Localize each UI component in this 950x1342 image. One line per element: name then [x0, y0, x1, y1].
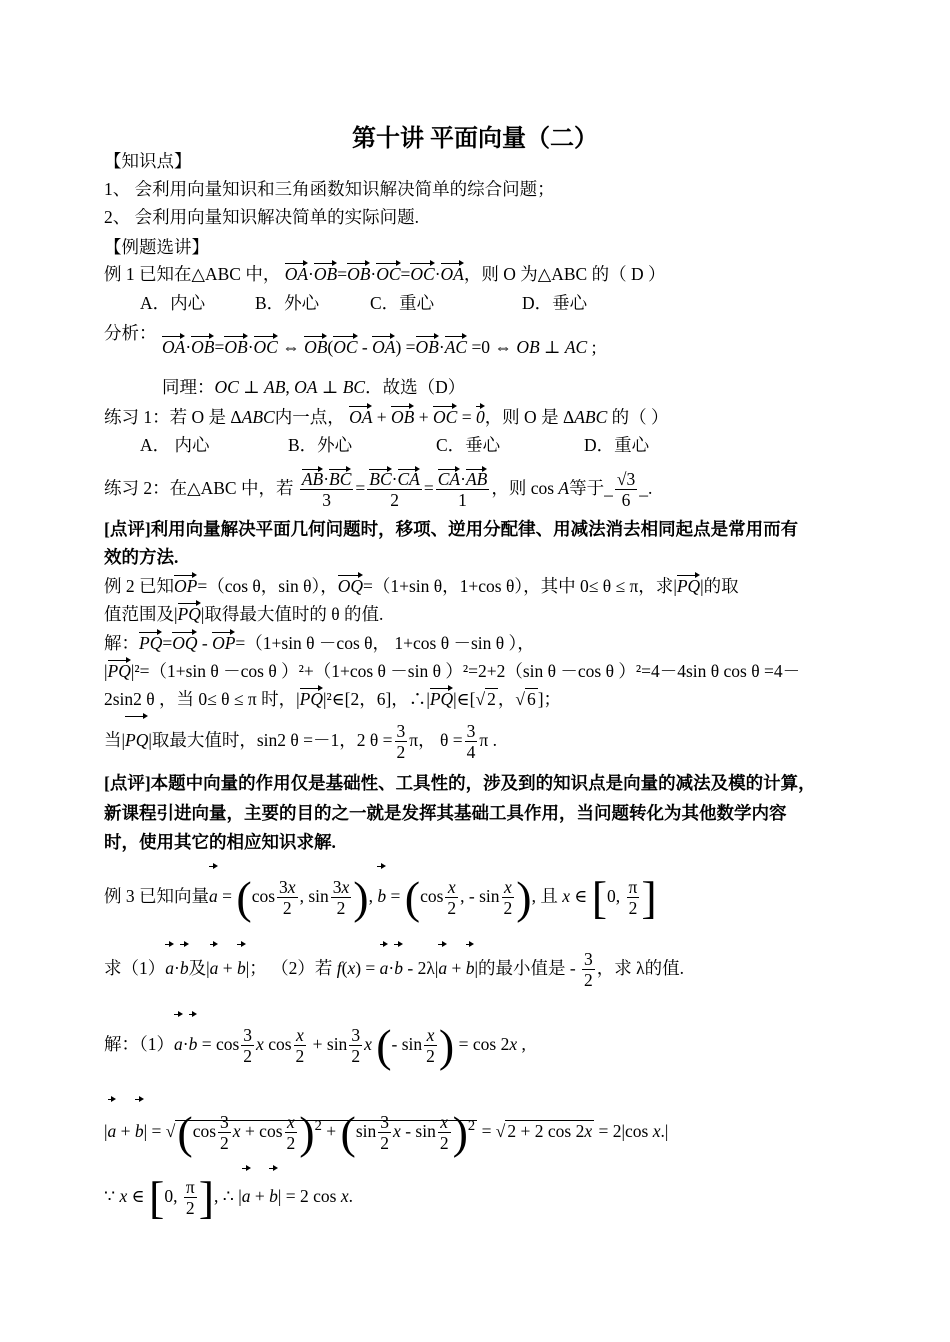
example-1-analysis: OA·OB=OB·OC ⇔ OB(OC - OA) =OB·AC =0 ⇔ OB ⊥ AC ; [162, 337, 597, 357]
example-2-solution-1: 解：PQ=OQ - OP=（1+sin θ －cos θ， 1+cos θ －sin θ ）， [104, 633, 535, 653]
comment-1-line-1: [点评]利用向量解决平面几何问题时，移项、逆用分配律、用减法消去相同起点是常用而有 [104, 519, 799, 539]
comment-2-line-2: 新课程引进向量，主要的目的之一就是发挥其基础工具作用，当问题转化为其他数学内容 [104, 803, 787, 823]
example-1-analysis-label: 分析： [104, 323, 157, 343]
example-2-solution-4: 当|PQ|取最大值时，sin2 θ =－1，2 θ = $\frac{3}{2}$ π， θ = $\frac{3}{4}$ π . [104, 716, 497, 764]
example-2-line-2: 值范围及|PQ|取得最大值时的 θ 的值. [104, 604, 384, 624]
page-title: 第十讲 平面向量（二） [352, 126, 598, 152]
examples-header: 【例题选讲】 [104, 237, 209, 257]
comment-2-line-1: [点评]本题中向量的作用仅是基础性、工具性的，涉及到的知识点是向量的减法及模的计算， [104, 773, 816, 793]
example-2-solution-3: 2sin2 θ ，当 0≤ θ ≤ π 时，|PQ|²∈[2，6]，∴|PQ|∈[√ 2 ，√ 6 ]； [104, 689, 562, 709]
example-3-questions: 求（1）a·b及|a + b|； （2）若 f(x) = a·b - 2λ|a + b|的最小值是 - $\frac{3}{2}$ ，求 λ的值. [104, 944, 684, 992]
example-2-line-1: 例 2 已知OP=（cos θ，sin θ），OQ=（1+sin θ，1+cos θ），其中 0≤ θ ≤ π，求|PQ|的取 [104, 576, 739, 596]
example-2-solution-2: |PQ|²=（1+sin θ －cos θ ）²+（1+cos θ －sin θ ）²=2+2（sin θ －cos θ ）²=4－4sin θ cos θ =4－ [104, 661, 801, 681]
practice-1-statement: 练习 1：若 O 是 ΔABC内一点， OA + OB + OC = 0，则 O 是 ΔABC 的（ ） [104, 407, 669, 427]
example-1-same-reason: 同理：OC ⊥ AB, OA ⊥ BC．故选（D） [162, 377, 466, 397]
example-1-statement: 例 1 已知在△ABC 中， OA·OB=OB·OC=OC·OA，则 O 为△ABC 的（ D ） [104, 264, 666, 284]
practice-2-statement: 练习 2：在△ABC 中，若 $\frac{AB\cdot BC}{3}$ = $\frac{BC\cdot CA}{2}$ = $\frac{CA\cdot AB}{1}$ ，则 cos A等于_ $\frac{√3}{6}$ _. [104, 469, 653, 511]
example-1-options: A．内心 B．外心 C．重心 D．垂心 [140, 293, 588, 313]
example-3-statement: 例 3 已知向量a = (cos $\frac{3x}{2}$ , sin $\frac{3x}{2}$ ), b = (cos $\frac{x}{2}$ , - sin $\frac{x}{2}$ ), 且 x ∈ [0, $\frac{\pi}{2}$ ] [104, 866, 657, 926]
knowledge-item-1: 1、 会利用向量知识和三角函数知识解决简单的综合问题； [104, 179, 555, 199]
knowledge-header: 【知识点】 [104, 151, 192, 171]
example-3-solution-3: ∵ x ∈ [0, $\frac{\pi}{2}$ ], ∴ |a + b| = 2 cos x. [104, 1168, 353, 1224]
comment-1-line-2: 效的方法. [104, 547, 179, 567]
example-3-solution-2: |a + b| = √(cos $\frac{3}{2}$ x + cos $\frac{x}{2}$ )$^2$ + (sin $\frac{3}{2}$ x - sin $\frac{x}{2}$ )$^2$ = √ 2 + 2 cos 2x = 2|cos x.| [104, 1094, 668, 1163]
comment-2-line-3: 时，使用其它的相应知识求解. [104, 832, 336, 852]
example-3-solution-1: 解：（1）a·b = cos $\frac{3}{2}$ x cos $\frac{x}{2}$ + sin $\frac{3}{2}$ x (- sin $\frac{x}{2}$ ) = cos 2x , [104, 1014, 526, 1074]
knowledge-item-2: 2、 会利用向量知识解决简单的实际问题. [104, 207, 419, 227]
practice-1-options: A． 内心 B．外心 C．垂心 D．重心 [140, 435, 650, 455]
